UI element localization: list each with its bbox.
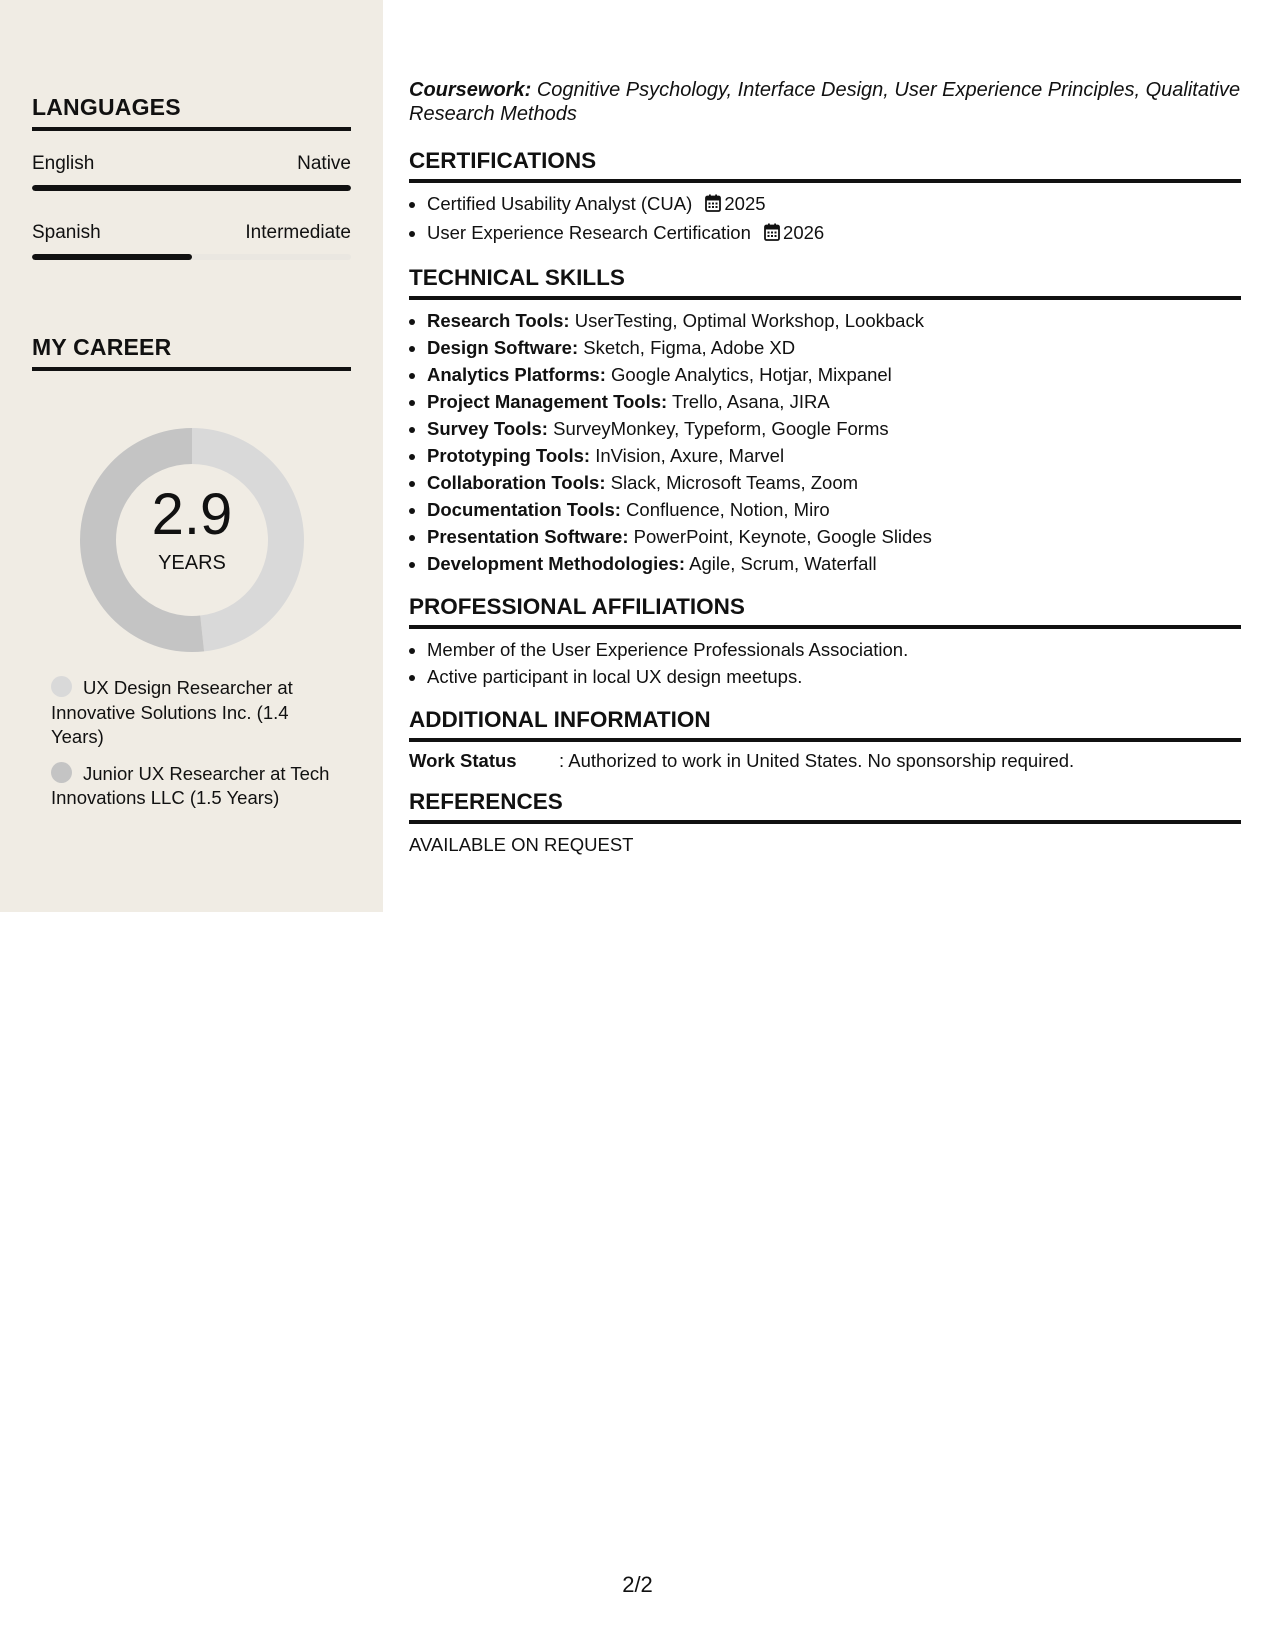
skill-label: Development Methodologies: [427, 553, 685, 574]
certification-item [427, 190, 1241, 219]
career-item [51, 762, 331, 811]
skill-value: PowerPoint, Keynote, Google Slides [633, 526, 932, 547]
skill-item [427, 496, 1241, 523]
skill-label: Survey Tools: [427, 418, 548, 439]
skill-value: UserTesting, Optimal Workshop, Lookback [574, 310, 924, 331]
career-item [51, 676, 331, 750]
languages-title: LANGUAGES [32, 94, 351, 131]
coursework-label: Coursework: [409, 79, 532, 101]
certifications-title: CERTIFICATIONS [409, 148, 1241, 183]
career-legend-dot [51, 676, 72, 697]
skill-label: Research Tools: [427, 310, 570, 331]
skill-item [427, 307, 1241, 334]
certifications-list [409, 190, 1241, 248]
certification-year: 2025 [724, 193, 766, 214]
sidebar [0, 0, 383, 912]
skill-value: Agile, Scrum, Waterfall [689, 553, 877, 574]
skill-item [427, 550, 1241, 577]
additional-info-section [409, 707, 1241, 772]
certification-year: 2026 [783, 222, 825, 243]
skill-value: InVision, Axure, Marvel [595, 445, 785, 466]
skill-value: Sketch, Figma, Adobe XD [583, 337, 796, 358]
skill-label: Documentation Tools: [427, 499, 621, 520]
career-total-number: 2.9 [151, 482, 233, 547]
affiliations-list [409, 636, 1241, 690]
technical-skills-title: TECHNICAL SKILLS [409, 265, 1241, 300]
language-name: Spanish [32, 222, 101, 243]
certification-name: Certified Usability Analyst (CUA) [427, 193, 693, 214]
language-proficiency-bar [32, 254, 351, 260]
language-proficiency-fill [32, 185, 351, 191]
career-title: MY CAREER [32, 334, 351, 371]
skill-value: Trello, Asana, JIRA [672, 391, 830, 412]
career-item-text: UX Design Researcher at Innovative Solutions Inc. (1.4 Years) [51, 677, 293, 747]
language-name: English [32, 153, 95, 174]
references-text: AVAILABLE ON REQUEST [409, 834, 634, 855]
career-list [51, 676, 331, 823]
language-proficiency-fill [32, 254, 192, 260]
language-level: Intermediate [245, 222, 351, 243]
skill-value: Google Analytics, Hotjar, Mixpanel [611, 364, 892, 385]
technical-skills-list [409, 307, 1241, 577]
main-content [409, 78, 1241, 856]
work-status-row [409, 750, 1241, 772]
certification-item [427, 219, 1241, 248]
page-number: 2/2 [622, 1572, 653, 1597]
skill-label: Analytics Platforms: [427, 364, 606, 385]
skill-label: Presentation Software: [427, 526, 629, 547]
affiliations-title: PROFESSIONAL AFFILIATIONS [409, 594, 1241, 629]
references-section [409, 789, 1241, 856]
certification-name: User Experience Research Certification [427, 222, 751, 243]
skill-label: Collaboration Tools: [427, 472, 606, 493]
calendar-icon [764, 221, 780, 248]
skill-item [427, 442, 1241, 469]
skill-item [427, 415, 1241, 442]
skill-item [427, 388, 1241, 415]
skill-value: Slack, Microsoft Teams, Zoom [610, 472, 859, 493]
skill-item [427, 361, 1241, 388]
certifications-section [409, 148, 1241, 248]
work-status-value: : Authorized to work in United States. No sponsorship required. [559, 750, 1075, 771]
coursework [409, 78, 1241, 126]
career-item-text: Junior UX Researcher at Tech Innovations LLC (1.5 Years) [51, 762, 330, 808]
affiliations-section [409, 594, 1241, 690]
career-donut-chart [64, 412, 320, 668]
coursework-text: Cognitive Psychology, Interface Design, User Experience Principles, Qualitative Research Methods [409, 79, 1241, 125]
language-proficiency-bar [32, 185, 351, 191]
career-total-unit: YEARS [158, 552, 226, 574]
work-status-label: Work Status [409, 750, 517, 771]
additional-info-title: ADDITIONAL INFORMATION [409, 707, 1241, 742]
skill-item [427, 469, 1241, 496]
skill-label: Project Management Tools: [427, 391, 668, 412]
skill-item [427, 523, 1241, 550]
language-level: Native [297, 153, 351, 174]
technical-skills-section [409, 265, 1241, 577]
calendar-icon [705, 192, 721, 219]
skill-value: SurveyMonkey, Typeform, Google Forms [553, 418, 889, 439]
affiliation-item: • Active participant in local UX design meetups. [427, 663, 1241, 690]
career-legend-dot [51, 762, 72, 783]
skill-label: Design Software: [427, 337, 579, 358]
skill-label: Prototyping Tools: [427, 445, 591, 466]
references-title: REFERENCES [409, 789, 1241, 824]
skill-value: Confluence, Notion, Miro [626, 499, 830, 520]
affiliation-item: • Member of the User Experience Professionals Association. [427, 636, 1241, 663]
skill-item [427, 334, 1241, 361]
